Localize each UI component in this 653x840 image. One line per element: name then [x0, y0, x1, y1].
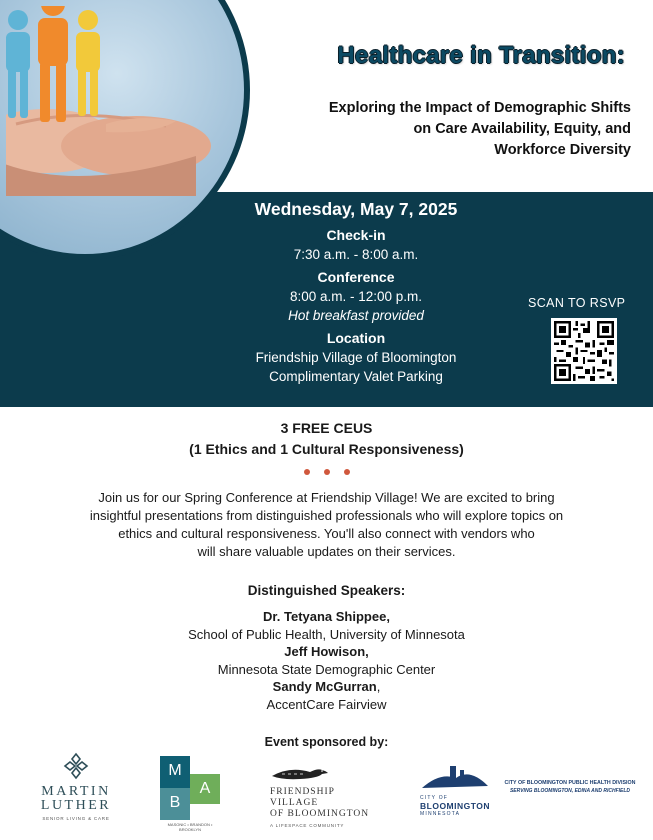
- intro-line: Join us for our Spring Conference at Friendship Village! We are excited to bring: [98, 490, 555, 505]
- speaker-affiliation: AccentCare Fairview: [266, 696, 387, 712]
- loon-icon: [270, 760, 330, 782]
- header-section: [0, 0, 653, 192]
- martin-luther-logo: [36, 752, 116, 821]
- rsvp-qr-code[interactable]: [551, 318, 617, 384]
- event-title: Healthcare in Transition:: [337, 42, 625, 69]
- event-details: [206, 199, 506, 386]
- martin-luther-line2: LUTHER: [40, 798, 112, 813]
- intro-line: will share valuable updates on their services.: [197, 544, 456, 559]
- subtitle-line: Workforce Diversity: [494, 142, 631, 158]
- mba-a: A: [190, 774, 220, 804]
- friendship-village-sub: A LIFESPACE COMMUNITY: [270, 823, 345, 828]
- speaker-name-suffix: ,: [376, 679, 381, 694]
- martin-luther-line1: MARTIN: [41, 784, 111, 799]
- mba-m: M: [160, 756, 190, 788]
- event-date: Wednesday, May 7, 2025: [254, 199, 458, 219]
- divider-dots: [0, 465, 653, 479]
- rsvp-label: SCAN TO RSVP: [528, 296, 626, 310]
- ceus-line: (1 Ethics and 1 Cultural Responsiveness): [189, 441, 464, 457]
- city-skyline-icon: [420, 764, 490, 790]
- minnesota-label: MINNESOTA: [420, 811, 461, 817]
- conference-time: 8:00 a.m. - 12:00 p.m.: [289, 289, 423, 304]
- location-label: Location: [326, 330, 386, 346]
- speaker-affiliation: Minnesota State Demographic Center: [217, 661, 436, 677]
- ceus-heading: [0, 418, 653, 460]
- bloomington-label: BLOOMINGTON: [420, 801, 491, 811]
- city-of-bloomington-logo: [420, 764, 500, 817]
- event-subtitle: [251, 98, 631, 161]
- mba-logo: [160, 756, 220, 832]
- qr-code-icon: [554, 321, 614, 381]
- ceus-line: 3 FREE CEUS: [280, 420, 373, 436]
- mba-sub: MASONIC • BRANDON • BROOKLYN: [167, 822, 213, 832]
- intro-line: ethics and cultural responsiveness. You'll also connect with vendors who: [118, 526, 535, 541]
- public-health-division-logo: [503, 780, 637, 794]
- subtitle-line: Exploring the Impact of Demographic Shifts: [328, 100, 631, 116]
- friendship-village-logo: [270, 760, 380, 828]
- dot-icon: [304, 469, 310, 475]
- public-health-line1: CITY OF BLOOMINGTON PUBLIC HEALTH DIVISION: [504, 780, 636, 786]
- sponsors-heading: Event sponsored by:: [264, 735, 389, 749]
- dot-icon: [324, 469, 330, 475]
- speaker-affiliation: School of Public Health, University of Minnesota: [188, 626, 465, 642]
- cross-knot-icon: [61, 752, 91, 780]
- checkin-time: 7:30 a.m. - 8:00 a.m.: [293, 247, 419, 262]
- main-content: [0, 407, 653, 749]
- breakfast-note: Hot breakfast provided: [288, 308, 424, 323]
- city-of-label: CITY OF: [420, 795, 449, 801]
- intro-line: insightful presentations from distinguished professionals who will explore topics on: [89, 508, 564, 523]
- friendship-village-line1: FRIENDSHIP VILLAGE: [270, 787, 335, 808]
- sponsor-logos: [0, 752, 653, 832]
- mba-b: B: [160, 788, 190, 820]
- conference-label: Conference: [317, 269, 395, 285]
- speakers-heading: Distinguished Speakers:: [247, 583, 406, 598]
- intro-paragraph: [47, 489, 607, 561]
- martin-luther-sub: SENIOR LIVING & CARE: [42, 816, 110, 821]
- public-health-line2: SERVING BLOOMINGTON, EDINA AND RICHFIELD: [509, 788, 631, 794]
- speaker-name-row: [0, 678, 653, 696]
- hands-figures-illustration: [6, 6, 246, 196]
- speakers-list: [0, 608, 653, 713]
- subtitle-line: on Care Availability, Equity, and: [413, 121, 631, 137]
- checkin-label: Check-in: [326, 227, 386, 243]
- speaker-name: Dr. Tetyana Shippee,: [263, 609, 390, 624]
- location-name: Friendship Village of Bloomington: [255, 350, 457, 365]
- dot-icon: [344, 469, 350, 475]
- parking-note: Complimentary Valet Parking: [269, 369, 443, 384]
- speaker-name: Sandy McGurran: [272, 679, 377, 694]
- friendship-village-line2: OF BLOOMINGTON: [270, 809, 370, 819]
- speaker-name: Jeff Howison,: [284, 644, 369, 659]
